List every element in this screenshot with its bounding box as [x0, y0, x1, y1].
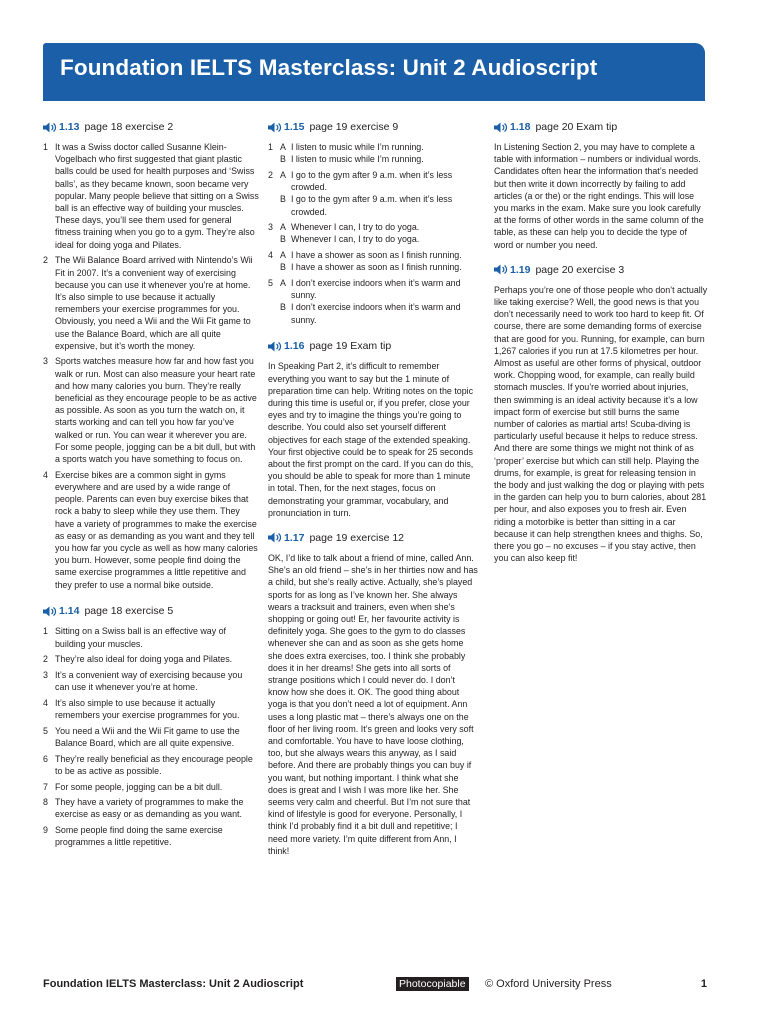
section-title: page 20 Exam tip: [535, 120, 618, 133]
column-2: [268, 120, 478, 869]
section-title: page 18 exercise 5: [84, 605, 174, 618]
speaker-icon[interactable]: [494, 122, 508, 133]
section-number: 1.18: [510, 120, 531, 133]
list-item: 2 They’re also ideal for doing yoga and Pilates.: [43, 654, 233, 665]
list-item: 5 You need a Wii and the Wii Fit game to use the Balance Board, which are all quite expensive.: [43, 725, 240, 748]
page-number: 1: [700, 978, 707, 990]
column-1: [43, 120, 259, 852]
section-title: page 20 exercise 3: [535, 263, 625, 276]
column-3: [494, 120, 708, 577]
speaker-icon[interactable]: [268, 122, 282, 133]
sentence-pair: 3 A Whenever I can, I try to do yoga. B Whenever I can, I try to do yoga.: [268, 222, 420, 245]
sentence-pair: 4 A I have a shower as soon as I finish running. B I have a shower as soon as I finish running.: [268, 250, 462, 273]
section-title: page 19 exercise 9: [309, 120, 399, 133]
list-item: 8 They have a variety of programmes to make the exercise as easy or as demanding as you want.: [43, 797, 244, 820]
speaker-icon[interactable]: [43, 122, 57, 133]
exam-tip-text: In Listening Section 2, you may have to complete a table with information – numbers or individual words. Candidates often hear the information that’s needed but then write it down incorrectly by failing to add articles (a or the) or the right endings. This will lose you marks in the exam. Make sure you look carefully at the forms of other words in the same column of the table, as these can help you to decide the type of word or number you need.: [494, 142, 704, 250]
section-number: 1.14: [59, 605, 80, 618]
section-header-1-19: [494, 263, 708, 277]
list-item: 2 The Wii Balance Board arrived with Nintendo’s Wii Fit in 2007. It’s a convenient way of exercising because you can use it whenever you’re at home. It’s also simple to use because it actually remembers your exercise programmes for you. Obviously, you need a Wii and the Wii Fit game to use the Balance Board, which are all quite expensive, but it’s worth the money.: [43, 255, 253, 351]
section-header-1-18: [494, 120, 708, 134]
sentence-pair: 1 A I listen to music while I’m running. B I listen to music while I’m running.: [268, 142, 424, 165]
list-item: 3 It’s a convenient way of exercising because you can use it whenever you’re at home.: [43, 669, 243, 693]
section-header-1-16: [268, 339, 478, 353]
section-title: page 19 exercise 12: [309, 531, 405, 544]
section-header-1-15: [268, 120, 478, 134]
exam-tip-text: In Speaking Part 2, it’s difficult to remember everything you want to say but the 1 minute of preparation time can help. Writing notes on the topic during this time is useful or, if you prefer, close your eyes and try to imagine the things you’re going to describe. You could also set yourself different objectives for each stage of the extended speaking. Your first objective could be to speak for 25 seconds about the first prompt on the card. If you can do this, you should be able to speak for more than 1 minute in total. Then, for the next stages, focus on demonstrating your grammar, vocabulary, and pronunciation in turn.: [268, 361, 474, 518]
section-number: 1.17: [284, 531, 305, 544]
list-item: 4 Exercise bikes are a common sight in gyms everywhere and are used by a wide range of people. Parents can even buy exercise bikes that rock a baby to sleep while they use them. They have a variety of programmes to make the exercise as easy or as demanding as you want and they tell you how far you cycle as well as how many calories you burn. However, some people find doing the same exercise programmes a little repetitive and they prefer to use a normal bike outside.: [43, 469, 258, 590]
speaker-icon[interactable]: [268, 532, 282, 543]
header-bar: [43, 43, 705, 101]
transcript-text: OK, I’d like to talk about a friend of mine, called Ann. She’s an old friend – she’s in her thirties now and has a child, but she’s really active. Actually, she’s played sports for as long as I’ve known her. She always wears a tracksuit and trainers, even when she’s shopping or going out! Er, her favourite activity is definitely yoga. She goes to the gym to do classes whenever she can and as soon as she gets home she does extra exercises, too. I think she probably does it in her dreams! She gets into all sorts of strange positions which I could never do. I don’t know how she does it. OK. The good thing about yoga is that you don’t need a lot of equipment. Ann uses a long plastic mat – there’s always one on the floor of her living room. It’s green and looks very soft and comfortable. You have to have loose clothing, too, but she always wears this anyway, as I said before. And there are probably things you can buy if you want, but nothing important. I think what she does is great and I wish I was more like her. She seems very calm and cheerful. But I’m not sure that kind of lifestyle is good for everyone. Personally, I think I’d probably find it a bit dull and repetitive; I need more variety. I’m quite different from Ann, I think!: [268, 552, 478, 856]
section-number: 1.19: [510, 263, 531, 276]
footer: [43, 978, 707, 992]
list-item: 9 Some people find doing the same exercise programmes a little repetitive.: [43, 825, 223, 848]
footer-title: Foundation IELTS Masterclass: Unit 2 Audioscript: [43, 978, 304, 990]
section-title: page 19 Exam tip: [309, 340, 392, 353]
section-title: page 18 exercise 2: [84, 120, 174, 133]
speaker-icon[interactable]: [494, 264, 508, 275]
list-item: 1 It was a Swiss doctor called Susanne Klein-Vogelbach who first suggested that giant plastic balls could be used for health purposes and ‘Swiss balls’, as they became known, soon became very popular. Many people believe that sitting on a Swiss ball is an effective way of building your muscles. These days, you’ll see them used for general fitness training when you go to a gym. They’re also ideal for doing yoga and Pilates.: [43, 142, 259, 250]
section-number: 1.13: [59, 120, 80, 133]
list-item: 7 For some people, jogging can be a bit dull.: [43, 781, 223, 792]
sentence-pair: 5 A I don’t exercise indoors when it’s warm and sunny. B I don’t exercise indoors when it’s warm and sunny.: [268, 278, 461, 325]
list-item: 6 They’re really beneficial as they encourage people to be as active as possible.: [43, 753, 253, 776]
list-item: 4 It’s also simple to use because it actually remembers your exercise programmes for you.: [43, 697, 240, 721]
speaker-icon[interactable]: [43, 606, 57, 617]
section-number: 1.16: [284, 340, 305, 353]
section-number: 1.15: [284, 120, 305, 133]
transcript-text: Perhaps you’re one of those people who don’t actually like taking exercise? Well, the good news is that you don’t necessarily need to work too hard to keep fit. Of course, there are some demanding forms of exercise that are good for you. Running, for example, can burn 1,267 calories if you run at 17.5 kilometres per hour. Almost as useful are other forms of physical, outdoor work. Chopping wood, for example, can really build stomach muscles. If you’re worried about injuries, then swimming is an ideal activity because it’s a low impact form of exercise but still burns the same number of calories as martial arts! Scuba-diving is particularly useful because it helps to reduce stress. And there are some things we might not think of as ‘proper’ exercise but which can still help. Playing the drums, for example, is great for releasing tension in the body and just walking the dog or playing with pets in the garden can help you to burn calories, about 281 per hour, and also exposes you to fresh air. Even riding a motorbike is better than sitting in a car because it can help strengthen knees and thighs. So, there you go – no excuses – if you stay active, then you can also keep fit!: [494, 284, 708, 564]
section-header-1-13: [43, 120, 259, 134]
copyright: © Oxford University Press: [485, 978, 612, 990]
speaker-icon[interactable]: [268, 341, 282, 352]
page-title: Foundation IELTS Masterclass: Unit 2 Audioscript: [60, 55, 598, 80]
section-header-1-17: [268, 531, 478, 545]
photocopiable-badge: Photocopiable: [396, 977, 469, 991]
sentence-pair: 2 A I go to the gym after 9 a.m. when it’s less crowded. B I go to the gym after 9 a.m. when it’s less crowded.: [268, 169, 453, 217]
section-header-1-14: [43, 604, 259, 618]
list-item: 1 Sitting on a Swiss ball is an effective way of building your muscles.: [43, 626, 227, 649]
list-item: 3 Sports watches measure how far and how fast you walk or run. Most can also measure your heart rate and how many calories you burn. They’re really beneficial as they encourage people to be as active as possible. As soon as you turn the watch on, it starts working and can tell you how far you’ve walked or run. You can wear it wherever you are. For some people, jogging can be a bit dull, but with a sports watch you have something to focus on.: [43, 356, 257, 465]
